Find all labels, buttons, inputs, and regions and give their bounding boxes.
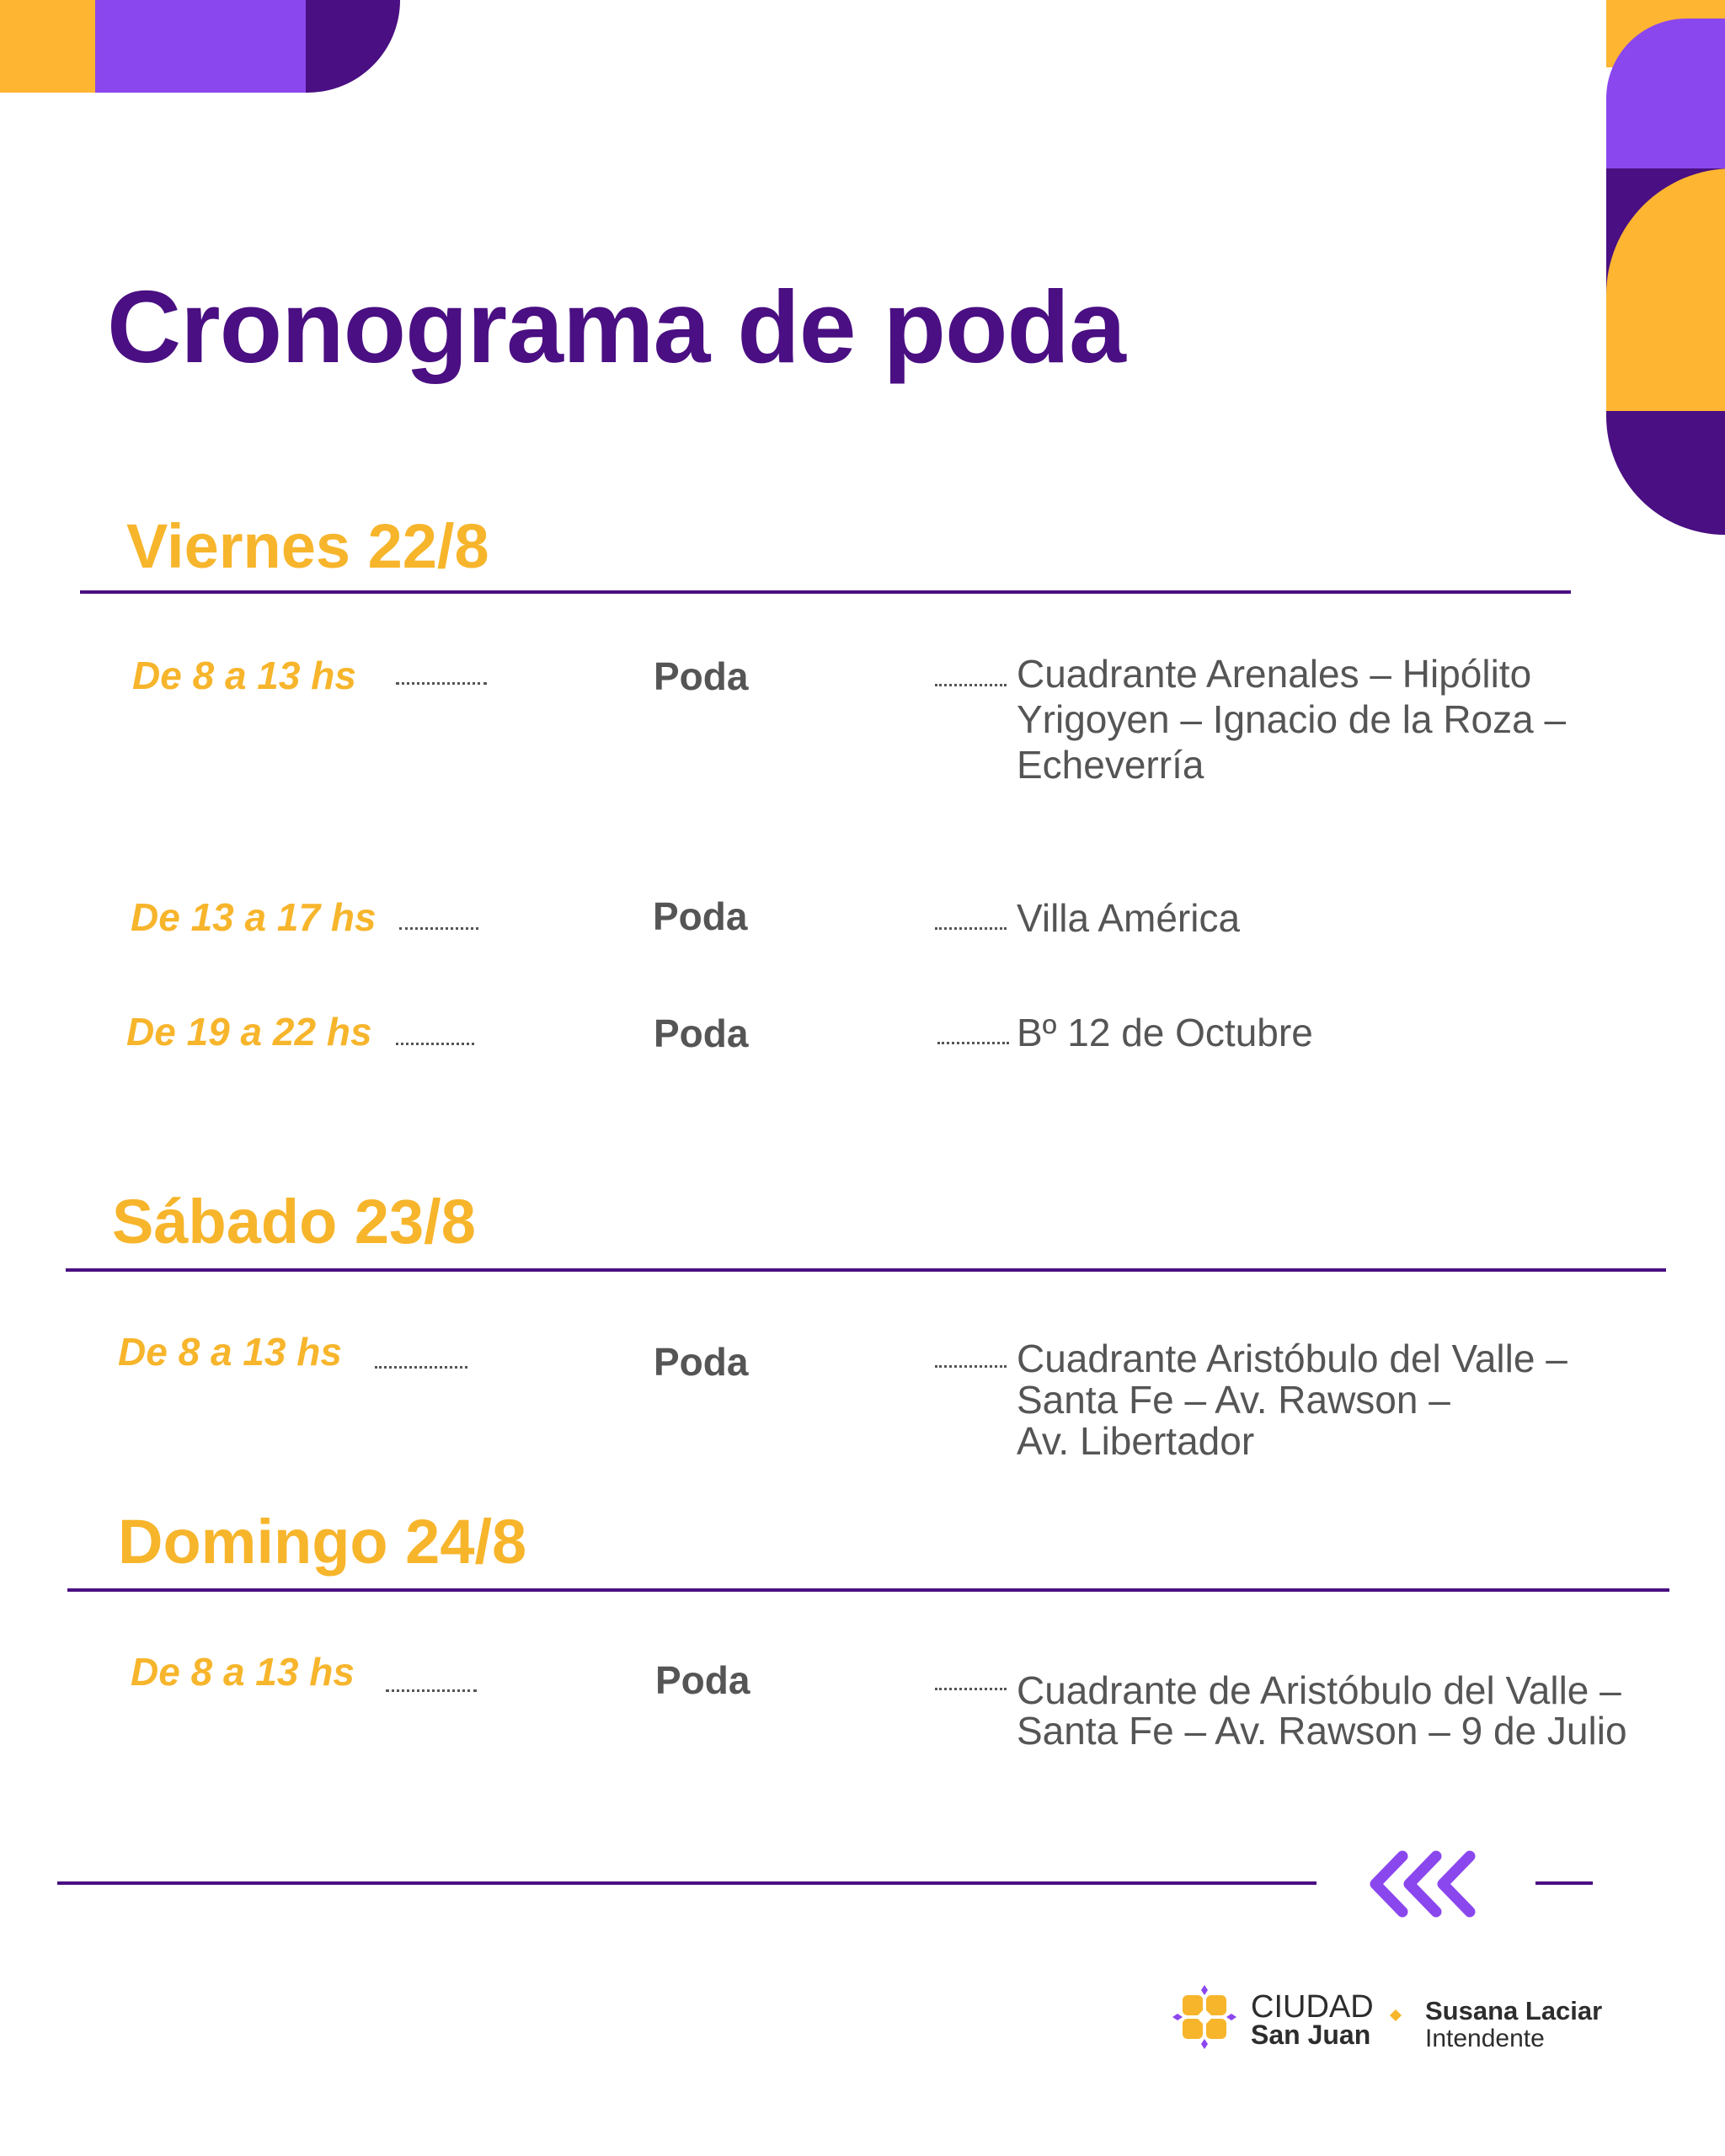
row-place: Cuadrante Arenales – Hipólito Yrigoyen – Ignacio de la Roza – Echeverría <box>1017 652 1567 787</box>
corner-decoration-dark <box>306 0 400 93</box>
row-place: Bº 12 de Octubre <box>1017 1011 1313 1054</box>
row-dots <box>935 1688 1007 1690</box>
row-action: Poda <box>654 1011 749 1055</box>
page-title: Cronograma de poda <box>107 270 1125 384</box>
day-divider <box>80 590 1571 594</box>
row-dots <box>396 682 487 685</box>
row-dots <box>375 1366 467 1369</box>
row-place: Villa América <box>1017 896 1241 940</box>
right-side-decoration <box>1606 0 1725 535</box>
row-place: Cuadrante de Aristóbulo del Valle – Santa Fe – Av. Rawson – 9 de Julio <box>1017 1668 1627 1753</box>
logo-text-ciudad: CIUDAD <box>1251 1989 1374 2025</box>
bottom-divider <box>57 1881 1316 1885</box>
triple-chevron-left-icon <box>1369 1849 1478 1919</box>
corner-decoration-yellow <box>0 0 95 93</box>
row-dots <box>935 927 1007 930</box>
row-place: Cuadrante Aristóbulo del Valle – Santa Fe – Av. Rawson – Av. Libertador <box>1017 1337 1567 1463</box>
row-action: Poda <box>654 654 749 698</box>
bottom-divider-short <box>1535 1881 1593 1885</box>
row-time: De 13 a 17 hs <box>131 895 377 939</box>
day-title-domingo: Domingo 24/8 <box>118 1507 527 1577</box>
row-action: Poda <box>654 1340 749 1384</box>
row-action: Poda <box>653 894 748 938</box>
corner-decoration-purple <box>95 0 306 93</box>
row-dots <box>935 1365 1007 1368</box>
day-title-sabado: Sábado 23/8 <box>112 1187 476 1257</box>
row-time: De 8 a 13 hs <box>118 1330 342 1374</box>
row-dots <box>937 1042 1009 1044</box>
day-divider <box>66 1268 1666 1272</box>
diamond-separator-icon <box>1390 2009 1402 2021</box>
row-dots <box>386 1689 477 1692</box>
logo-text-san-juan: San Juan <box>1251 2020 1371 2050</box>
official-name: Susana Laciar <box>1425 1996 1603 2025</box>
row-time: De 8 a 13 hs <box>132 654 356 697</box>
row-dots <box>399 927 478 930</box>
row-action: Poda <box>655 1658 750 1702</box>
day-divider <box>67 1588 1669 1592</box>
row-dots <box>935 684 1007 686</box>
row-dots <box>396 1043 474 1045</box>
official-role: Intendente <box>1425 2025 1545 2052</box>
row-time: De 19 a 22 hs <box>126 1010 372 1054</box>
ciudad-san-juan-logo-icon <box>1171 1983 1238 2051</box>
row-time: De 8 a 13 hs <box>131 1650 355 1694</box>
day-title-viernes: Viernes 22/8 <box>126 511 489 581</box>
